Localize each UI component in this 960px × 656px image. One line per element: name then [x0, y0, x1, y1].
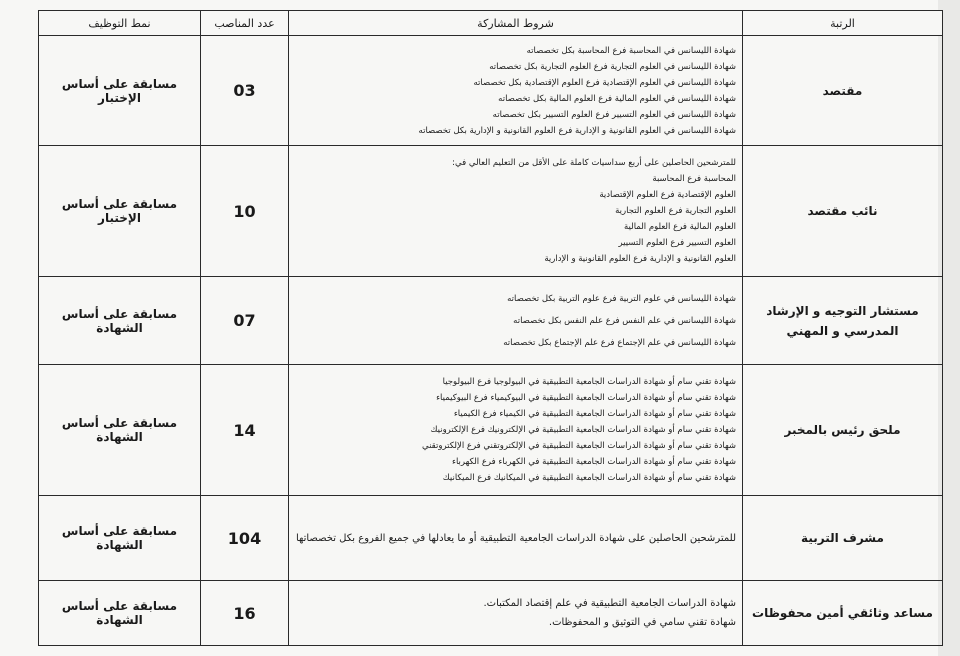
table-row — [39, 581, 943, 646]
header-posts: عدد المناصب — [201, 11, 289, 36]
condition-line: شهادة تقني سام أو شهادة الدراسات الجامعية التطبيقية في الميكانيك فرع الميكانيك — [442, 473, 736, 483]
condition-line: العلوم القانونية و الإدارية فرع العلوم القانونية و الإدارية — [544, 254, 736, 264]
rank-cell: نائب مقتصد — [743, 146, 943, 277]
conditions-cell — [289, 581, 743, 646]
condition-line: شهادة الليسانس في العلوم المالية فرع العلوم المالية بكل تخصصاته — [498, 93, 736, 104]
recruitment-table — [38, 10, 943, 646]
mode-cell: مسابقة على أساس الإختبار — [39, 146, 201, 277]
table-row — [39, 36, 943, 146]
condition-line: العلوم الإقتصادية فرع العلوم الإقتصادية — [599, 190, 736, 200]
condition-line: شهادة الليسانس في المحاسبة فرع المحاسبة بكل تخصصاته — [526, 45, 736, 56]
conditions-cell — [289, 146, 743, 277]
rank-cell: مستشار التوجيه و الإرشاد المدرسي و المهني — [743, 277, 943, 365]
conditions-cell — [289, 277, 743, 365]
table-row — [39, 496, 943, 581]
posts-cell: 07 — [201, 277, 289, 365]
mode-cell: مسابقة على أساس الشهادة — [39, 581, 201, 646]
table-row — [39, 146, 943, 277]
condition-line: شهادة تقني سامي في التوثيق و المحفوظات. — [548, 617, 736, 628]
condition-line: شهادة الليسانس في العلوم التسيير فرع العلوم التسيير بكل تخصصاته — [492, 109, 736, 120]
condition-line: شهادة الليسانس في علم الإجتماع فرع علم الإجتماع بكل تخصصاته — [503, 337, 736, 348]
condition-line: للمترشحين الحاصلين على شهادة الدراسات الجامعية التطبيقية أو ما يعادلها في جميع الفروع بكل تخصصاتها — [295, 532, 736, 544]
mode-cell: مسابقة على أساس الإختبار — [39, 36, 201, 146]
rank-cell: ملحق رئيس بالمخبر — [743, 365, 943, 496]
table-row — [39, 277, 943, 365]
posts-cell: 10 — [201, 146, 289, 277]
condition-line: العلوم التجارية فرع العلوم التجارية — [615, 206, 736, 216]
condition-line: شهادة تقني سام أو شهادة الدراسات الجامعية التطبيقية في الإلكتروتقني فرع الإلكتروتقني — [422, 441, 736, 451]
rank-cell: مساعد وثائقي أمين محفوظات — [743, 581, 943, 646]
mode-cell: مسابقة على أساس الشهادة — [39, 365, 201, 496]
condition-line: العلوم التسيير فرع العلوم التسيير — [618, 238, 736, 248]
condition-line: شهادة تقني سام أو شهادة الدراسات الجامعية التطبيقية في الإلكترونيك فرع الإلكترونيك — [430, 425, 736, 435]
condition-line: شهادة الدراسات الجامعية التطبيقية في علم إقتصاد المكتبات. — [483, 598, 736, 609]
posts-cell: 14 — [201, 365, 289, 496]
conditions-cell — [289, 365, 743, 496]
conditions-cell — [289, 36, 743, 146]
table-header-row — [39, 11, 943, 36]
posts-cell: 104 — [201, 496, 289, 581]
condition-line: شهادة الليسانس في العلوم التجارية فرع العلوم التجارية بكل تخصصاته — [489, 61, 736, 72]
condition-line: المحاسبة فرع المحاسبة — [652, 174, 736, 184]
posts-cell: 16 — [201, 581, 289, 646]
condition-line: شهادة الليسانس في العلوم الإقتصادية فرع العلوم الإقتصادية بكل تخصصاته — [473, 77, 736, 88]
condition-line: شهادة تقني سام أو شهادة الدراسات الجامعية التطبيقية في البيولوجيا فرع البيولوجيا — [442, 377, 736, 387]
mode-cell: مسابقة على أساس الشهادة — [39, 496, 201, 581]
condition-line: شهادة تقني سام أو شهادة الدراسات الجامعية التطبيقية في الكيمياء فرع الكيمياء — [453, 409, 736, 419]
header-mode: نمط التوظيف — [39, 11, 201, 36]
table-row — [39, 365, 943, 496]
condition-line: شهادة الليسانس في العلوم القانونية و الإدارية فرع العلوم القانونية و الإدارية بكل تخصصاته — [418, 125, 736, 136]
condition-line: العلوم المالية فرع العلوم المالية — [623, 222, 736, 232]
condition-line: شهادة تقني سام أو شهادة الدراسات الجامعية التطبيقية في الكهرباء فرع الكهرباء — [451, 457, 736, 467]
conditions-cell — [289, 496, 743, 581]
condition-line: شهادة تقني سام أو شهادة الدراسات الجامعية التطبيقية في البيوكيمياء فرع البيوكيمياء — [436, 393, 736, 403]
rank-cell: مقتصد — [743, 36, 943, 146]
condition-line: شهادة الليسانس في علم النفس فرع علم النفس بكل تخصصاته — [513, 315, 736, 326]
header-conditions: شروط المشاركة — [289, 11, 743, 36]
posts-cell: 03 — [201, 36, 289, 146]
mode-cell: مسابقة على أساس الشهادة — [39, 277, 201, 365]
rank-cell: مشرف التربية — [743, 496, 943, 581]
condition-line: للمترشحين الحاصلين على أربع سداسيات كاملة على الأقل من التعليم العالي في: — [452, 158, 736, 168]
header-rank: الرتبة — [743, 11, 943, 36]
condition-line: شهادة الليسانس في علوم التربية فرع علوم التربية بكل تخصصاته — [507, 293, 736, 304]
